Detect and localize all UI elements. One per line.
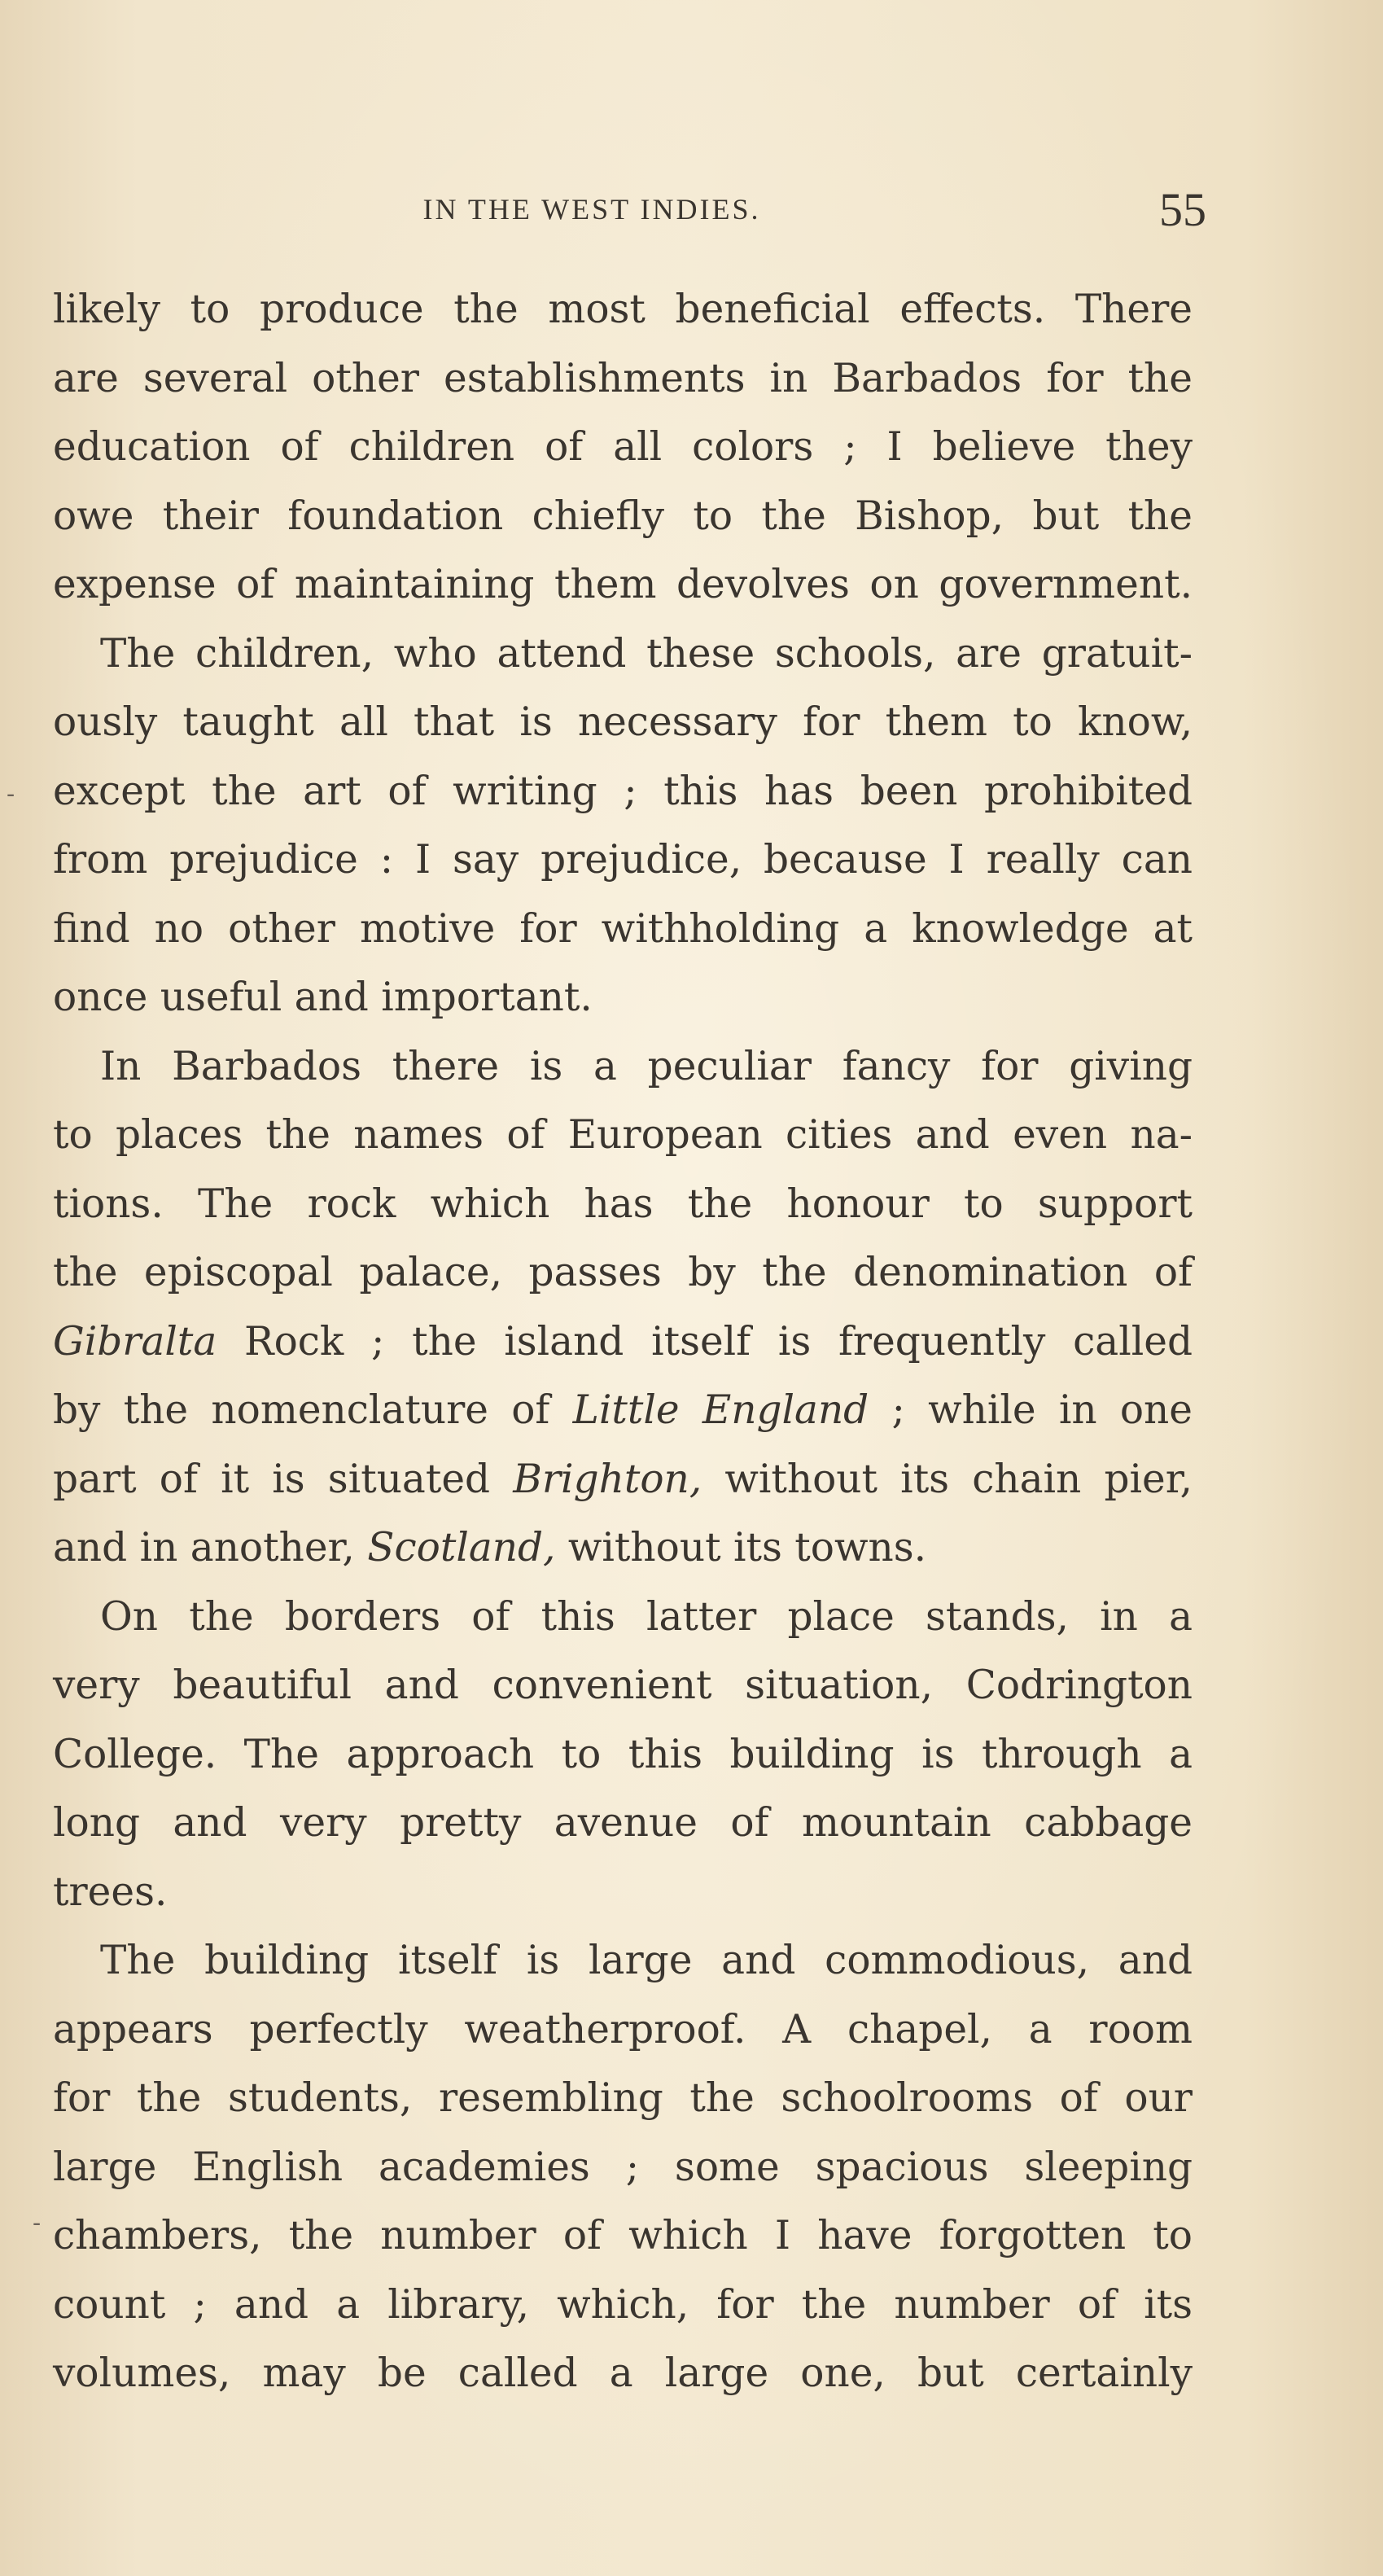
text-line: expense of maintaining them devolves on government. (53, 562, 1193, 607)
text-line: count ; and a library, which, for the number of its (53, 2281, 1193, 2328)
text-line: by the nomenclature of Little England ; while in one (53, 1387, 1193, 1433)
margin-mark: - (7, 780, 15, 808)
text-line: find no other motive for withholding a knowledge at (53, 905, 1193, 952)
text-line: part of it is situated Brighton, without its chain pier, (53, 1456, 1193, 1502)
text-line: tions. The rock which has the honour to support (53, 1181, 1193, 1227)
text-line: are several other establishments in Barbados for the (53, 355, 1193, 401)
text-line: ously taught all that is necessary for them to know, (53, 699, 1193, 745)
text-line: In Barbados there is a peculiar fancy for giving (100, 1043, 1193, 1089)
text-line: for the students, resembling the schoolrooms of our (53, 2075, 1193, 2121)
page-number: 55 (1159, 183, 1206, 236)
running-title: IN THE WEST INDIES. (422, 193, 761, 226)
text-line: The children, who attend these schools, are gratuit- (100, 630, 1193, 677)
text-line: the episcopal palace, passes by the denomination of (53, 1250, 1193, 1295)
text-line: and in another, Scotland, without its towns. (53, 1525, 927, 1571)
text-line: from prejudice : I say prejudice, because I really can (53, 837, 1193, 883)
text-line: to places the names of European cities and even na- (53, 1112, 1193, 1158)
text-line: Gibralta Rock ; the island itself is frequently called (53, 1318, 1193, 1365)
text-line: appears perfectly weatherproof. A chapel, a room (53, 2006, 1193, 2052)
text-line: except the art of writing ; this has been prohibited (53, 768, 1193, 814)
text-line: long and very pretty avenue of mountain cabbage (53, 1800, 1193, 1846)
body-text (53, 275, 1193, 2408)
text-line: large English academies ; some spacious sleeping (53, 2144, 1193, 2190)
running-head (50, 183, 1206, 238)
text-line: volumes, may be called a large one, but certainly (53, 2350, 1193, 2396)
text-line: trees. (53, 1868, 168, 1915)
text-line: very beautiful and convenient situation, Codrington (53, 1663, 1193, 1708)
text-line: The building itself is large and commodious, and (100, 1938, 1193, 1983)
text-line: On the borders of this latter place stands, in a (100, 1593, 1193, 1640)
margin-mark: - (33, 2209, 42, 2237)
text-line: likely to produce the most beneficial effects. There (53, 287, 1193, 332)
text-line: owe their foundation chiefly to the Bishop, but the (53, 493, 1193, 539)
text-line: education of children of all colors ; I believe they (53, 424, 1193, 470)
text-line: College. The approach to this building is through a (53, 1731, 1193, 1777)
text-line: once useful and important. (53, 975, 593, 1020)
text-line: chambers, the number of which I have forgotten to (53, 2213, 1193, 2258)
